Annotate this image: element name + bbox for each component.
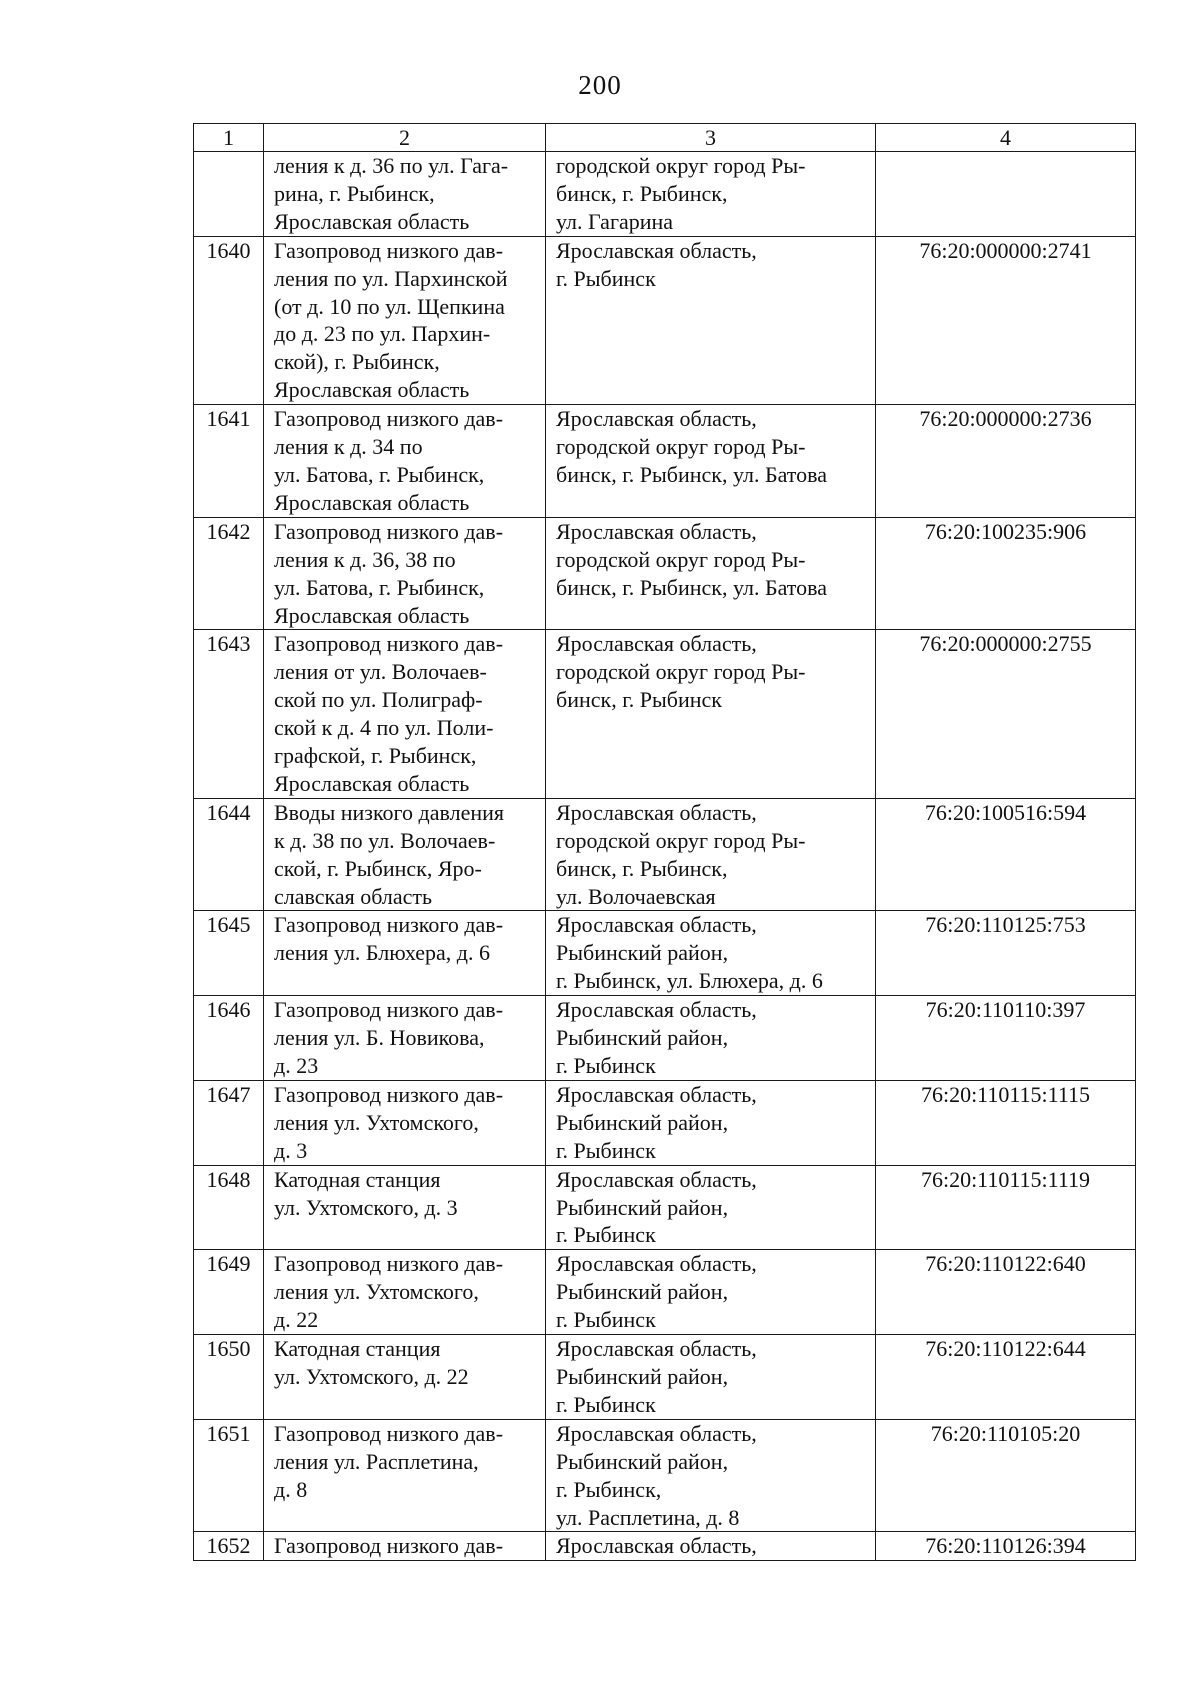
object-name: Газопровод низкого дав- ления от ул. Волочаев- ской по ул. Полиграф- ской к д. 4 по ул. Поли- графской, г. Рыбинск, Ярославская область (264, 630, 546, 798)
object-address: Ярославская область, городской округ город Ры- бинск, г. Рыбинск, ул. Волочаевская (546, 798, 876, 911)
cadastral-number (876, 152, 1136, 237)
object-name: Газопровод низкого дав- ления к д. 36, 38 по ул. Батова, г. Рыбинск, Ярославская область (264, 517, 546, 630)
registry-table (193, 123, 1136, 1561)
table-row (194, 911, 1136, 996)
column-header-2: 2 (264, 124, 546, 152)
object-name: Газопровод низкого дав- ления ул. Б. Новикова, д. 23 (264, 996, 546, 1081)
object-address: Ярославская область, Рыбинский район, г. Рыбинск, ул. Расплетина, д. 8 (546, 1419, 876, 1532)
row-number: 1642 (194, 517, 264, 630)
row-number: 1640 (194, 236, 264, 404)
cadastral-number: 76:20:110125:753 (876, 911, 1136, 996)
object-name: Газопровод низкого дав- ления к д. 34 по ул. Батова, г. Рыбинск, Ярославская область (264, 405, 546, 518)
object-name: Катодная станция ул. Ухтомского, д. 3 (264, 1165, 546, 1250)
row-number: 1652 (194, 1532, 264, 1561)
column-header-3: 3 (546, 124, 876, 152)
table-row (194, 1335, 1136, 1420)
row-number: 1649 (194, 1250, 264, 1335)
row-number (194, 152, 264, 237)
object-address: Ярославская область, Рыбинский район, г. Рыбинск (546, 1165, 876, 1250)
row-number: 1651 (194, 1419, 264, 1532)
table-row (194, 1250, 1136, 1335)
cadastral-number: 76:20:110115:1115 (876, 1080, 1136, 1165)
cadastral-number: 76:20:100235:906 (876, 517, 1136, 630)
row-number: 1648 (194, 1165, 264, 1250)
table-row (194, 1165, 1136, 1250)
table-row (194, 630, 1136, 798)
row-number: 1641 (194, 405, 264, 518)
cadastral-number: 76:20:000000:2736 (876, 405, 1136, 518)
header-row (194, 124, 1136, 152)
object-address: Ярославская область, г. Рыбинск (546, 236, 876, 404)
object-name: Газопровод низкого дав- ления ул. Блюхера, д. 6 (264, 911, 546, 996)
row-number: 1650 (194, 1335, 264, 1420)
row-number: 1645 (194, 911, 264, 996)
cadastral-number: 76:20:110126:394 (876, 1532, 1136, 1561)
object-address: Ярославская область, городской округ город Ры- бинск, г. Рыбинск, ул. Батова (546, 405, 876, 518)
object-address: Ярославская область, городской округ город Ры- бинск, г. Рыбинск, ул. Батова (546, 517, 876, 630)
table-row (194, 1419, 1136, 1532)
cadastral-number: 76:20:110122:640 (876, 1250, 1136, 1335)
object-address: Ярославская область, городской округ город Ры- бинск, г. Рыбинск (546, 630, 876, 798)
object-address: городской округ город Ры- бинск, г. Рыбинск, ул. Гагарина (546, 152, 876, 237)
cadastral-number: 76:20:100516:594 (876, 798, 1136, 911)
cadastral-number: 76:20:110115:1119 (876, 1165, 1136, 1250)
column-header-4: 4 (876, 124, 1136, 152)
table-row (194, 517, 1136, 630)
object-name: Газопровод низкого дав- ления ул. Ухтомского, д. 22 (264, 1250, 546, 1335)
cadastral-number: 76:20:000000:2755 (876, 630, 1136, 798)
object-name: Газопровод низкого дав- (264, 1532, 546, 1561)
object-name: Газопровод низкого дав- ления ул. Расплетина, д. 8 (264, 1419, 546, 1532)
row-number: 1644 (194, 798, 264, 911)
object-address: Ярославская область, Рыбинский район, г. Рыбинск (546, 1250, 876, 1335)
cadastral-number: 76:20:110105:20 (876, 1419, 1136, 1532)
table-row (194, 405, 1136, 518)
table-row (194, 152, 1136, 237)
object-address: Ярославская область, (546, 1532, 876, 1561)
cadastral-number: 76:20:110110:397 (876, 996, 1136, 1081)
object-address: Ярославская область, Рыбинский район, г. Рыбинск, ул. Блюхера, д. 6 (546, 911, 876, 996)
table-row (194, 236, 1136, 404)
column-header-1: 1 (194, 124, 264, 152)
object-address: Ярославская область, Рыбинский район, г. Рыбинск (546, 996, 876, 1081)
table-row (194, 798, 1136, 911)
object-name: Газопровод низкого дав- ления ул. Ухтомского, д. 3 (264, 1080, 546, 1165)
table-body (194, 124, 1136, 1561)
row-number: 1643 (194, 630, 264, 798)
table-row (194, 996, 1136, 1081)
object-name: ления к д. 36 по ул. Гага- рина, г. Рыбинск, Ярославская область (264, 152, 546, 237)
object-name: Катодная станция ул. Ухтомского, д. 22 (264, 1335, 546, 1420)
object-name: Вводы низкого давления к д. 38 по ул. Волочаев- ской, г. Рыбинск, Яро- славская область (264, 798, 546, 911)
object-name: Газопровод низкого дав- ления по ул. Пархинской (от д. 10 по ул. Щепкина до д. 23 по ул. Пархин- ской), г. Рыбинск, Ярославская область (264, 236, 546, 404)
cadastral-number: 76:20:110122:644 (876, 1335, 1136, 1420)
object-address: Ярославская область, Рыбинский район, г. Рыбинск (546, 1080, 876, 1165)
table-row (194, 1080, 1136, 1165)
table-row (194, 1532, 1136, 1561)
cadastral-number: 76:20:000000:2741 (876, 236, 1136, 404)
object-address: Ярославская область, Рыбинский район, г. Рыбинск (546, 1335, 876, 1420)
page-number: 200 (578, 70, 622, 100)
row-number: 1647 (194, 1080, 264, 1165)
row-number: 1646 (194, 996, 264, 1081)
